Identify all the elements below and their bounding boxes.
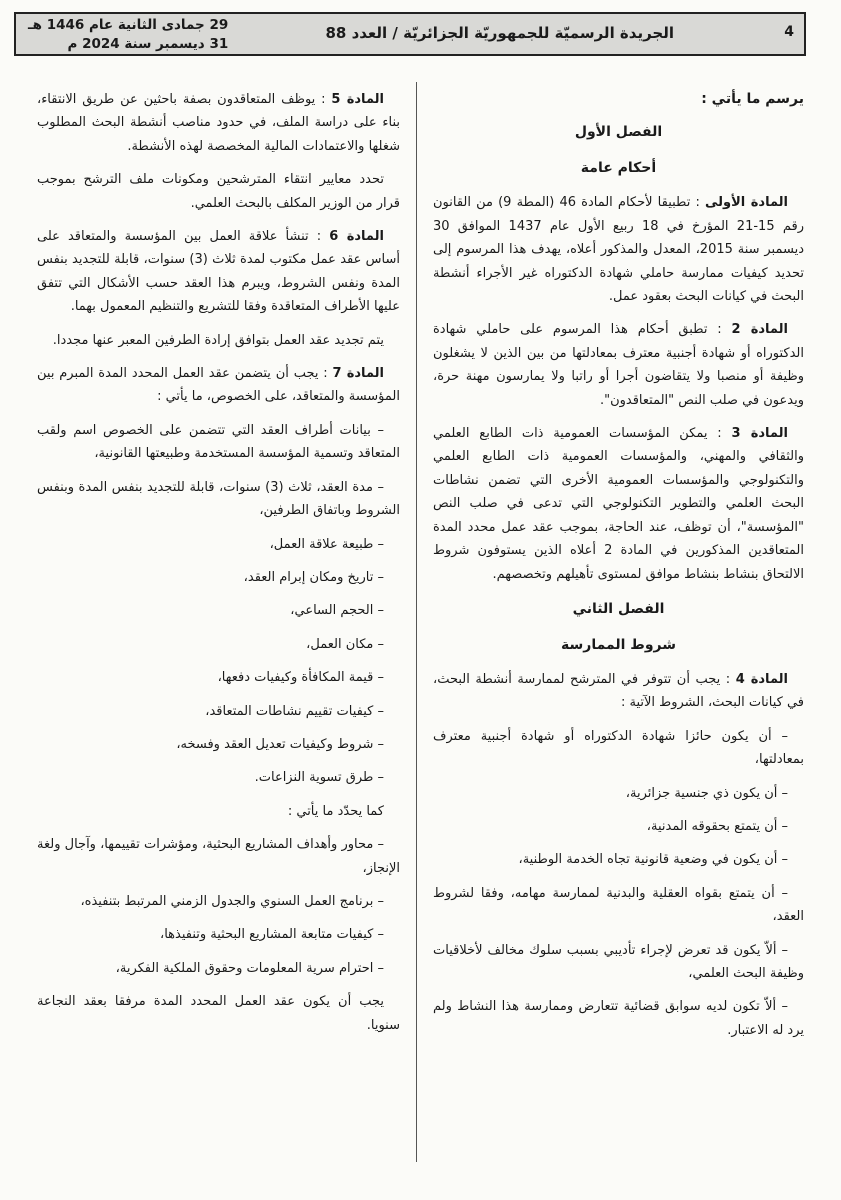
list-item: – أن يكون ذي جنسية جزائرية، [625,785,788,801]
article-4-text: : يجب أن تتوفر في المترشح لممارسة أنشطة البحث، في كيانات البحث، الشروط الآتية : [433,671,804,711]
chapter-2-title: الفصل الثاني [572,600,665,617]
page-header [14,12,806,56]
article-4-label: المادة 4 [735,671,788,687]
article-2-label: المادة 2 [731,322,788,338]
chapter-1-subtitle: أحكام عامة [580,160,657,177]
list-item: – الحجم الساعي، [290,603,384,619]
article-1 [433,191,804,308]
list-item: – احترام سرية المعلومات وحقوق الملكية الفكرية، [115,960,384,976]
page-number: 4 [784,24,794,40]
article-5-label: المادة 5 [331,92,384,107]
list-item: – برنامج العمل السنوي والجدول الزمني المرتبط بتنفيذه، [80,893,384,909]
list-item: – كيفيات تقييم نشاطات المتعاقد، [205,703,384,719]
chapter-2-subtitle: شروط الممارسة [561,636,676,653]
list-item: – بيانات أطراف العقد التي تتضمن على الخصوص اسم ولقب المتعاقد وتسمية المؤسسة المستخدمة وطبيعتها القانونية، [37,422,400,462]
list-item: – ألاّ تكون لديه سوابق قضائية تتعارض وممارسة هذا النشاط ولم يرد له الاعتبار. [433,999,804,1038]
decree-lead: يرسم ما يأتي : [701,91,804,107]
gregorian-date: 31 ديسمبر سنة 2024 م [67,36,229,52]
chapter-1-title: الفصل الأول [574,124,663,141]
article-6-label: المادة 6 [329,229,384,245]
article-2-text: : تطبق أحكام هذا المرسوم على حاملي شهادة الدكتوراه أو شهادة أجنبية معترف بمعادلتها من بين الذين لا يشغلون وظيفة أو منصبا ولا يتقاضون أجرا أو راتبا ولا يمارسون مهنة حرة، ويدعون في صلب النص "المتعاقدون". [433,322,804,408]
hijri-date: 29 جمادى الثانية عام 1446 هـ [28,17,229,33]
article-1-label: المادة الأولى [704,195,789,211]
list-item: – طبيعة علاقة العمل، [269,536,384,552]
list-item: – مدة العقد، ثلاث (3) سنوات، قابلة للتجديد بنفس المدة وبنفس الشروط وباتفاق الطرفين، [37,479,400,519]
article-3 [433,422,804,586]
final-paragraph: يجب أن يكون عقد العمل المحدد المدة مرفقا بعقد النجاعة سنويا. [37,994,400,1033]
article-7-text: : يجب أن يتضمن عقد العمل المحدد المدة المبرم بين المؤسسة والمتعاقد، على الخصوص، ما يأتي : [37,366,400,405]
list-item: – مكان العمل، [306,636,384,652]
journal-title: الجريدة الرسميّة للجمهوريّة الجزائريّة / العدد 88 [325,24,674,42]
article-2 [433,318,804,412]
article-6-paragraph-2: يتم تجديد عقد العمل بتوافق إرادة الطرفين المعبر عنها مجددا. [52,332,384,348]
list-item: – شروط وكيفيات تعديل العقد وفسخه، [176,736,384,752]
list-item: – أن يكون في وضعية قانونية تجاه الخدمة الوطنية، [518,852,788,868]
column-divider [416,82,417,1162]
right-column [433,88,804,1052]
list-item: – تاريخ ومكان إبرام العقد، [243,569,384,585]
list-item: – أن يتمتع بحقوقه المدنية، [646,818,788,834]
list-item: – أن يكون حائزا شهادة الدكتوراه أو شهادة أجنبية معترف بمعادلتها، [433,728,804,768]
left-column [37,88,400,1047]
article-3-text: : يمكن المؤسسات العمومية ذات الطابع العلمي والثقافي والمهني، والمؤسسات العمومية ذات الطابع العلمي والتكنولوجي والمؤسسات العمومية الأخرى التي تضمن نشاطات البحث العلمي والتطوير التكنولوجي التي تدعى في صلب النص "المؤسسة"، أن توظف، عند الحاجة، بموجب عقد عمل محدد المدة المتعاقدين المذكورين في المادة 2 أعلاه الذين يستوفون شروط الالتحاق بنشاط بنشاط موافق لمستوى تأهيلهم وتخصصهم. [433,426,804,582]
list-item: – ألاّ يكون قد تعرض لإجراء تأديبي بسبب سلوك مخالف لأخلاقيات وظيفة البحث العلمي، [433,942,804,981]
issue-date [28,16,228,54]
article-6-text: : تنشأ علاقة العمل بين المؤسسة والمتعاقد على أساس عقد عمل مكتوب لمدة ثلاث (3) سنوات، قابلة للتجديد بنفس المدة ونفس الشروط، ويبرم هذا العقد حسب الأشكال التي تتفق عليها الأطراف المتعاقدة وفقا للتشريع والتنظيم المعمول بهما. [37,229,400,315]
article-7-label: المادة 7 [332,366,384,382]
list-item: – محاور وأهداف المشاريع البحثية، ومؤشرات تقييمها، وآجال ولغة الإنجاز، [37,837,400,876]
article-5-text: : يوظف المتعاقدون بصفة باحثين عن طريق الانتقاء، بناء على دراسة الملف، في حدود مناصب أنشطة البحث المطلوب شغلها والاعتمادات المالية المخصصة لهذه الأنشطة. [37,92,400,154]
article-1-text: : تطبيقا لأحكام المادة 46 (المطة 9) من القانون رقم 15-21 المؤرخ في 18 ربيع الأول عام 1437 الموافق 30 ديسمبر سنة 2015، المعدل والمذكور أعلاه، يهدف هذا المرسوم إلى تحديد كيفيات ممارسة حاملي شهادة الدكتوراه غير الأجراء أنشطة البحث في كيانات البحث بعقود عمل. [433,195,804,305]
list-item: – طرق تسوية النزاعات. [254,770,384,786]
article-4 [433,668,804,715]
list-item: – كيفيات متابعة المشاريع البحثية وتنفيذها، [160,927,384,943]
article-7 [37,362,400,409]
article-6 [37,225,400,319]
article-5-paragraph-2: تحدد معايير انتقاء المترشحين ومكونات ملف الترشح بموجب قرار من الوزير المكلف بالبحث العلمي. [37,172,400,211]
article-5 [37,88,400,158]
also-determined-label: كما يحدّد ما يأتي : [287,803,384,819]
list-item: – أن يتمتع بقواه العقلية والبدنية لممارسة مهامه، وفقا لشروط العقد، [433,885,804,925]
list-item: – قيمة المكافأة وكيفيات دفعها، [217,670,384,686]
article-3-label: المادة 3 [731,426,788,442]
